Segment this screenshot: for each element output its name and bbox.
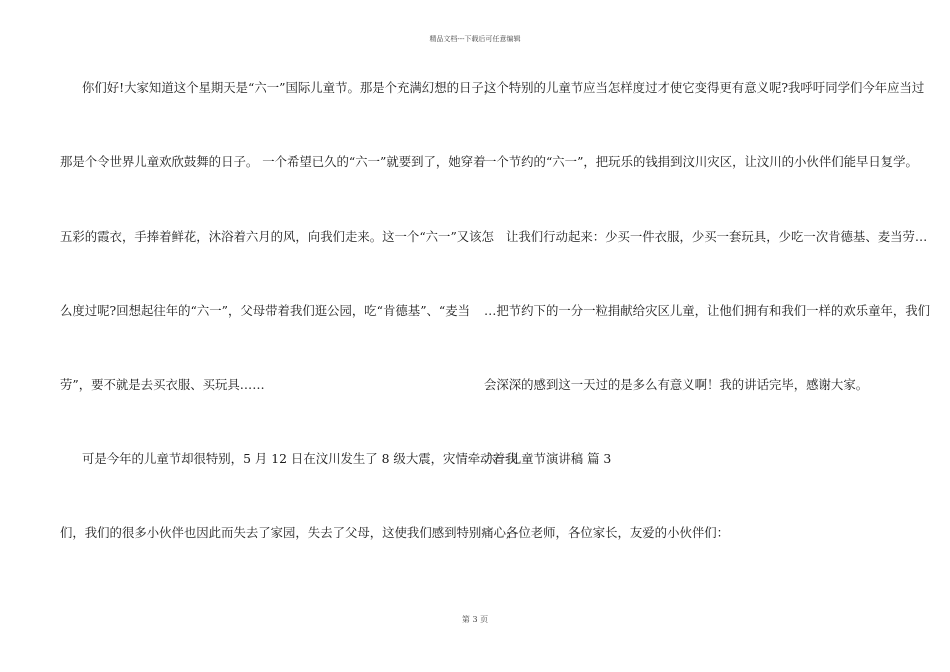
paragraph-line: 那是个令世界儿童欢欣鼓舞的日子。 一个希望已久的“六一”就要到了，她穿着 <box>60 154 486 169</box>
paragraph-line: 会深深的感到这一天过的是多么有意义啊！我的讲话完毕，感谢大家。 <box>484 377 869 392</box>
paragraph-line: 一个节约的“六一”，把玩乐的钱捐到汶川灾区，让汶川的小伙伴们能早日复学。 <box>484 154 918 169</box>
paragraph-line: …把节约下的一分一粒捐献给灾区儿童，让他们拥有和我们一样的欢乐童年，我们 <box>484 303 931 318</box>
paragraph-line: 劳”，要不就是去买衣服、买玩具…… <box>60 377 265 392</box>
paragraph-line: 你们好!大家知道这个星期天是“六一”国际儿童节。那是个充满幻想的日子， <box>82 80 497 95</box>
paragraph-line: 让我们行动起来：少买一件衣服，少买一套玩具，少吃一次肯德基、麦当劳… <box>506 229 928 244</box>
paragraph-line: 们，我们的很多小伙伴也因此而失去了家园，失去了父母，这使我们感到特别痛心; <box>60 525 511 540</box>
paragraph-line: 各位老师，各位家长，友爱的小伙伴们： <box>506 525 730 540</box>
paragraph-line: 可是今年的儿童节却很特别，5 月 12 日在汶川发生了 8 级大震，灾情牵动着我 <box>82 451 518 466</box>
paragraph-line: 五彩的霞衣，手捧着鲜花，沐浴着六月的风，向我们走来。这一个“六一”又该怎 <box>60 229 494 244</box>
paragraph-line: 么度过呢?回想起往年的“六一”，父母带着我们逛公园，吃“肯德基”、“麦当 <box>60 303 471 318</box>
paragraph-line: 这个特别的儿童节应当怎样度过才使它变得更有意义呢?我呼吁同学们今年应当过 <box>484 80 925 95</box>
section-heading: 六一儿童节演讲稿 篇 3 <box>484 451 612 466</box>
page-header: 精品文档---下载后可任意编辑 <box>429 35 521 43</box>
page-number: 第 3 页 <box>461 615 489 624</box>
